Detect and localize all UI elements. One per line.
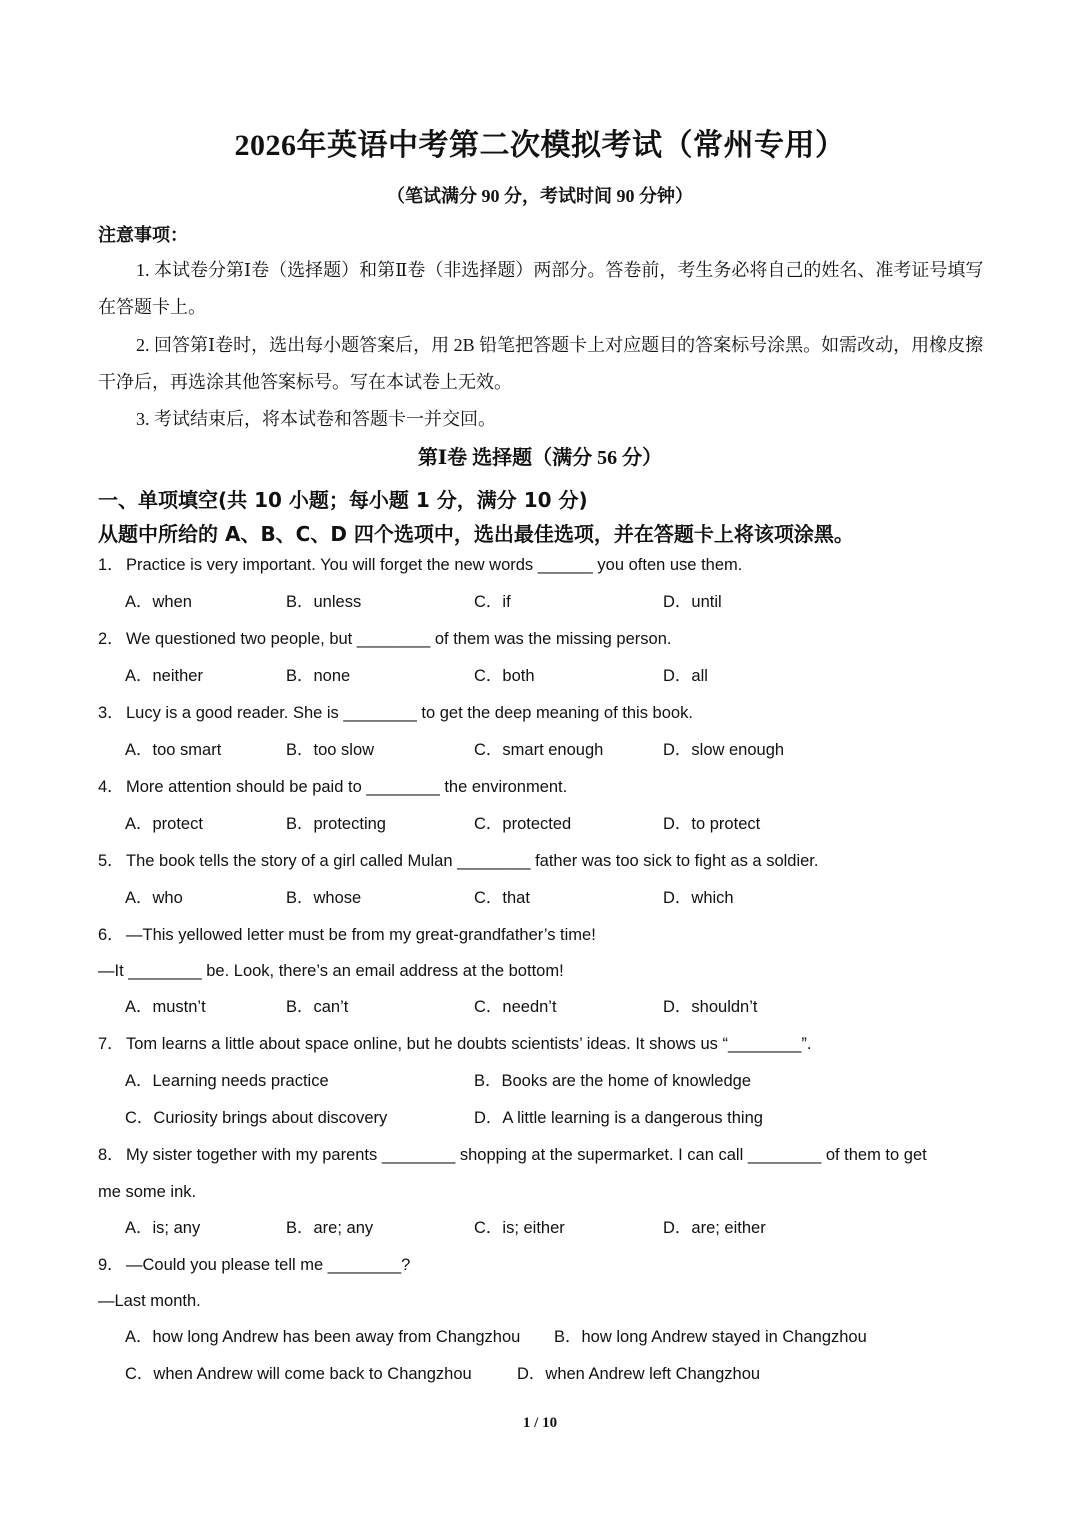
question-number: 9． bbox=[98, 1256, 124, 1274]
option-a: A．too smart bbox=[125, 741, 222, 759]
question-6-options bbox=[0, 995, 1080, 1019]
option-d: D．until bbox=[663, 593, 722, 611]
question-3-options bbox=[0, 738, 1080, 762]
option-c: C．if bbox=[474, 593, 511, 611]
option-b: B．too slow bbox=[286, 741, 375, 759]
question-9-stem bbox=[98, 1253, 410, 1277]
question-number: 5． bbox=[98, 852, 124, 870]
option-b: B．unless bbox=[286, 593, 362, 611]
question-5-stem bbox=[98, 849, 818, 873]
question-text: —This yellowed letter must be from my great-grandfather’s time! bbox=[126, 926, 596, 944]
question-1-options bbox=[0, 590, 1080, 614]
question-7-options-row-1 bbox=[0, 1069, 1080, 1093]
question-8-options bbox=[0, 1216, 1080, 1240]
option-d: D．which bbox=[663, 889, 734, 907]
question-4-options bbox=[0, 812, 1080, 836]
question-number: 7． bbox=[98, 1035, 124, 1053]
option-d: D．all bbox=[663, 667, 708, 685]
option-c: C．when Andrew will come back to Changzhou bbox=[125, 1365, 472, 1383]
part-instruction: 从题中所给的 A、B、C、D 四个选项中，选出最佳选项，并在答题卡上将该项涂黑。 bbox=[98, 522, 854, 546]
exam-title: 2026年英语中考第二次模拟考试（常州专用） bbox=[234, 129, 846, 162]
question-number: 4． bbox=[98, 778, 124, 796]
option-d: D．A little learning is a dangerous thing bbox=[474, 1109, 763, 1127]
option-c: C．needn’t bbox=[474, 998, 557, 1016]
notes-heading: 注意事项： bbox=[98, 225, 188, 245]
question-7-stem bbox=[98, 1032, 811, 1056]
question-8-stem bbox=[98, 1143, 927, 1167]
option-a: A．protect bbox=[125, 815, 203, 833]
question-9-reply: —Last month. bbox=[98, 1292, 201, 1310]
note-item: 2. 回答第Ⅰ卷时，选出每小题答案后，用 2B 铅笔把答题卡上对应题目的答案标号涂黑。如需改动，用橡皮擦干净后，再选涂其他答案标号。写在本试卷上无效。 bbox=[98, 335, 984, 392]
option-d: D．when Andrew left Changzhou bbox=[517, 1365, 761, 1383]
option-d: D．to protect bbox=[663, 815, 761, 833]
question-4-stem bbox=[98, 775, 567, 799]
option-c: C．is; either bbox=[474, 1219, 565, 1237]
question-text: We questioned two people, but ________ of them was the missing person. bbox=[126, 630, 672, 648]
page-number: 1 / 10 bbox=[522, 1415, 558, 1431]
question-text: Lucy is a good reader. She is ________ to get the deep meaning of this book. bbox=[126, 704, 693, 722]
question-2-options bbox=[0, 664, 1080, 688]
question-number: 3． bbox=[98, 704, 124, 722]
option-b: B．none bbox=[286, 667, 351, 685]
question-text: Tom learns a little about space online, but he doubts scientists’ ideas. It shows us “________”. bbox=[126, 1035, 812, 1053]
option-b: B．are; any bbox=[286, 1219, 374, 1237]
exam-subtitle: （笔试满分 90 分，考试时间 90 分钟） bbox=[387, 186, 693, 206]
question-9-options-row-1 bbox=[0, 1325, 1080, 1349]
question-6-reply: —It ________ be. Look, there’s an email address at the bottom! bbox=[98, 962, 564, 980]
option-b: B．protecting bbox=[286, 815, 386, 833]
question-3-stem bbox=[98, 701, 693, 725]
note-item: 3. 考试结束后，将本试卷和答题卡一并交回。 bbox=[136, 409, 496, 429]
option-c: C．protected bbox=[474, 815, 572, 833]
option-a: A．mustn’t bbox=[125, 998, 206, 1016]
note-item: 1. 本试卷分第Ⅰ卷（选择题）和第Ⅱ卷（非选择题）两部分。答卷前，考生务必将自己的姓名、准考证号填写在答题卡上。 bbox=[98, 260, 984, 317]
option-d: D．slow enough bbox=[663, 741, 785, 759]
question-text: —Could you please tell me ________? bbox=[126, 1256, 411, 1274]
option-b: B．whose bbox=[286, 889, 362, 907]
part-heading: 一、单项填空(共 10 小题；每小题 1 分，满分 10 分) bbox=[98, 488, 588, 512]
option-c: C．both bbox=[474, 667, 535, 685]
option-a: A．neither bbox=[125, 667, 203, 685]
option-a: A．how long Andrew has been away from Changzhou bbox=[125, 1328, 521, 1346]
option-a: A．who bbox=[125, 889, 183, 907]
option-b: B．how long Andrew stayed in Changzhou bbox=[554, 1328, 867, 1346]
question-number: 6． bbox=[98, 926, 124, 944]
question-6-stem bbox=[98, 923, 596, 947]
question-1-stem bbox=[98, 553, 742, 577]
question-text: My sister together with my parents ________ shopping at the supermarket. I can call ________ of them to get bbox=[126, 1146, 927, 1164]
question-text: Practice is very important. You will forget the new words ______ you often use them. bbox=[126, 556, 743, 574]
question-number: 2． bbox=[98, 630, 124, 648]
section-title: 第Ⅰ卷 选择题（满分 56 分） bbox=[417, 447, 663, 469]
option-a: A．when bbox=[125, 593, 192, 611]
option-b: B．Books are the home of knowledge bbox=[474, 1072, 751, 1090]
option-c: C．smart enough bbox=[474, 741, 604, 759]
question-number: 1． bbox=[98, 556, 124, 574]
option-b: B．can’t bbox=[286, 998, 349, 1016]
question-9-options-row-2 bbox=[0, 1362, 1080, 1386]
question-text: The book tells the story of a girl called Mulan ________ father was too sick to fight as a soldier. bbox=[126, 852, 819, 870]
option-a: A．is; any bbox=[125, 1219, 201, 1237]
option-d: D．are; either bbox=[663, 1219, 766, 1237]
question-7-options-row-2 bbox=[0, 1106, 1080, 1130]
option-d: D．shouldn’t bbox=[663, 998, 758, 1016]
option-c: C．Curiosity brings about discovery bbox=[125, 1109, 388, 1127]
question-number: 8． bbox=[98, 1146, 124, 1164]
option-a: A．Learning needs practice bbox=[125, 1072, 329, 1090]
question-8-stem-continued: me some ink. bbox=[98, 1183, 197, 1201]
question-5-options bbox=[0, 886, 1080, 910]
question-2-stem bbox=[98, 627, 671, 651]
option-c: C．that bbox=[474, 889, 530, 907]
question-text: More attention should be paid to ________ the environment. bbox=[126, 778, 568, 796]
